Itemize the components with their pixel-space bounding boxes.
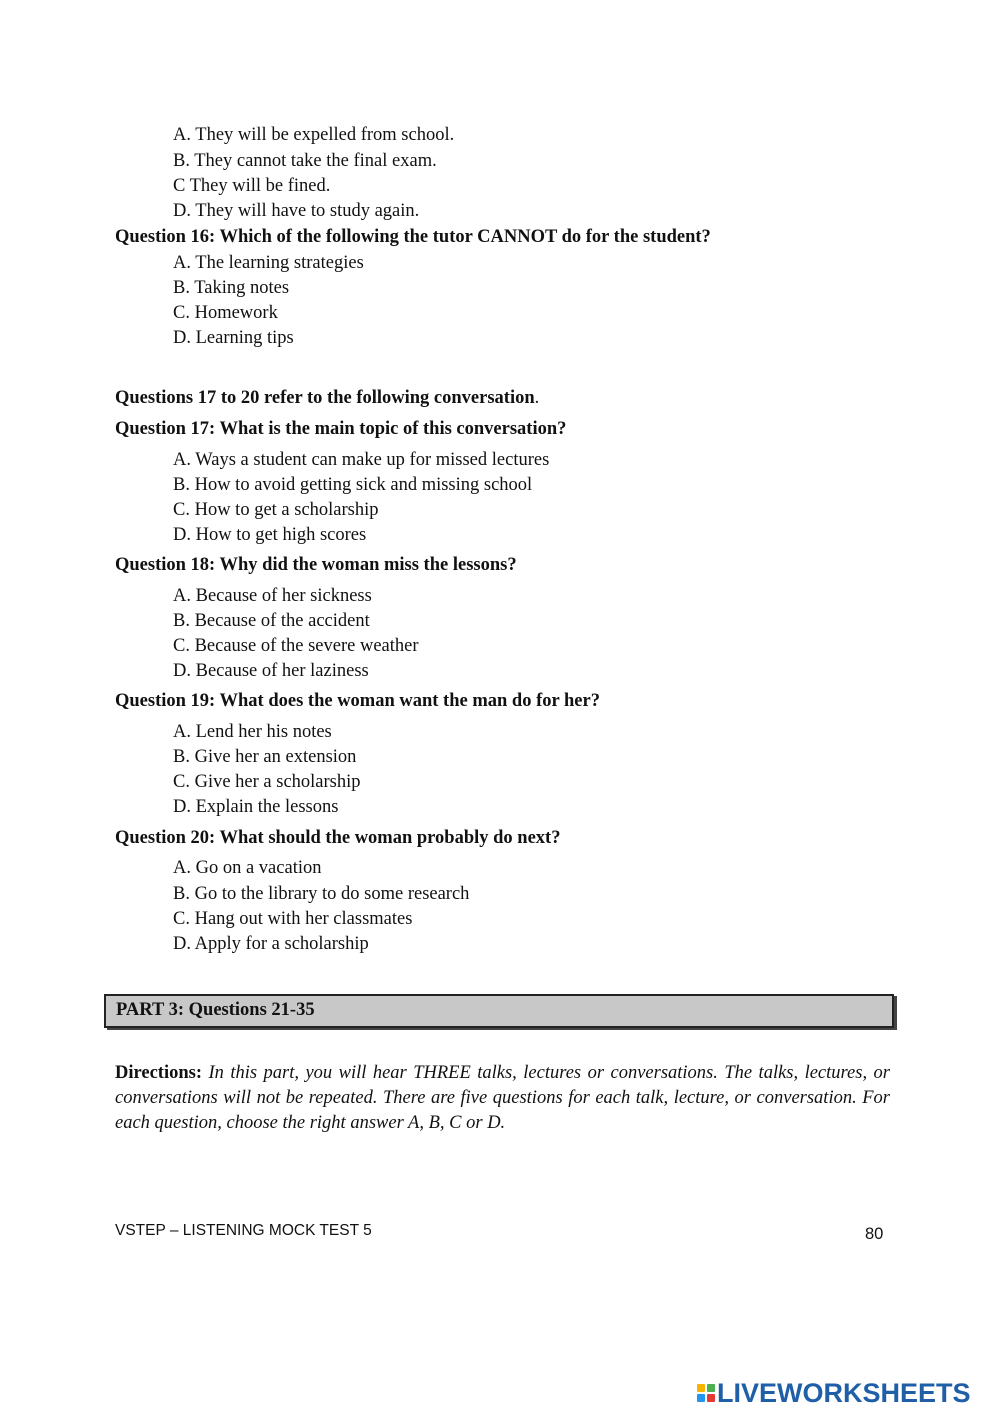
q19-option-b: B. Give her an extension bbox=[173, 747, 357, 767]
q18-option-b: B. Because of the accident bbox=[173, 611, 370, 631]
directions-text: In this part, you will hear THREE talks, lectures or conversations. The talks, lectures, or conversations will not be repeated. There are five questions for each talk, lecture, or conversation. For each question, choose the right answer A, B, C or D. bbox=[115, 1063, 890, 1133]
part3-heading-box bbox=[104, 994, 894, 1028]
q17-question: Question 17: What is the main topic of this conversation? bbox=[115, 419, 567, 439]
q18-option-a: A. Because of her sickness bbox=[173, 586, 372, 606]
liveworksheets-logo-icon bbox=[697, 1384, 715, 1402]
q16-option-a: A. The learning strategies bbox=[173, 253, 364, 273]
q15-option-d: D. They will have to study again. bbox=[173, 201, 420, 221]
q15-option-c: C They will be fined. bbox=[173, 176, 331, 196]
directions-label: Directions: bbox=[115, 1063, 202, 1083]
footer-title: VSTEP – LISTENING MOCK TEST 5 bbox=[115, 1222, 372, 1239]
q17-option-d: D. How to get high scores bbox=[173, 525, 367, 545]
q16-question: Question 16: Which of the following the tutor CANNOT do for the student? bbox=[115, 227, 711, 247]
part3-heading: PART 3: Questions 21-35 bbox=[116, 1000, 315, 1020]
q17-option-a: A. Ways a student can make up for missed lectures bbox=[173, 450, 550, 470]
q19-option-c: C. Give her a scholarship bbox=[173, 772, 361, 792]
section-intro-bold: Questions 17 to 20 refer to the following conversation bbox=[115, 388, 535, 408]
q15-option-b: B. They cannot take the final exam. bbox=[173, 151, 437, 171]
liveworksheets-logo bbox=[697, 1378, 971, 1408]
section-intro-punct: . bbox=[534, 388, 540, 408]
page-number: 80 bbox=[865, 1225, 884, 1243]
q18-question: Question 18: Why did the woman miss the lessons? bbox=[115, 555, 517, 575]
q20-option-b: B. Go to the library to do some research bbox=[173, 884, 470, 904]
q20-option-c: C. Hang out with her classmates bbox=[173, 909, 413, 929]
q17-option-b: B. How to avoid getting sick and missing school bbox=[173, 475, 533, 495]
q16-option-b: B. Taking notes bbox=[173, 278, 290, 298]
q18-option-c: C. Because of the severe weather bbox=[173, 636, 419, 656]
q19-option-a: A. Lend her his notes bbox=[173, 722, 332, 742]
logo-square-3 bbox=[697, 1394, 705, 1402]
q20-option-d: D. Apply for a scholarship bbox=[173, 934, 369, 954]
q19-question: Question 19: What does the woman want the man do for her? bbox=[115, 691, 600, 711]
logo-square-1 bbox=[697, 1384, 705, 1392]
logo-square-2 bbox=[707, 1384, 715, 1392]
q18-option-d: D. Because of her laziness bbox=[173, 661, 369, 681]
q20-option-a: A. Go on a vacation bbox=[173, 858, 322, 878]
q15-option-a: A. They will be expelled from school. bbox=[173, 125, 455, 145]
q16-option-d: D. Learning tips bbox=[173, 328, 294, 348]
q20-question: Question 20: What should the woman probably do next? bbox=[115, 828, 561, 848]
q16-option-c: C. Homework bbox=[173, 303, 278, 323]
q17-option-c: C. How to get a scholarship bbox=[173, 500, 379, 520]
liveworksheets-logo-text: LIVEWORKSHEETS bbox=[717, 1377, 971, 1408]
logo-square-4 bbox=[707, 1394, 715, 1402]
q19-option-d: D. Explain the lessons bbox=[173, 797, 339, 817]
part3-directions bbox=[115, 1061, 890, 1136]
section-intro bbox=[115, 387, 539, 409]
